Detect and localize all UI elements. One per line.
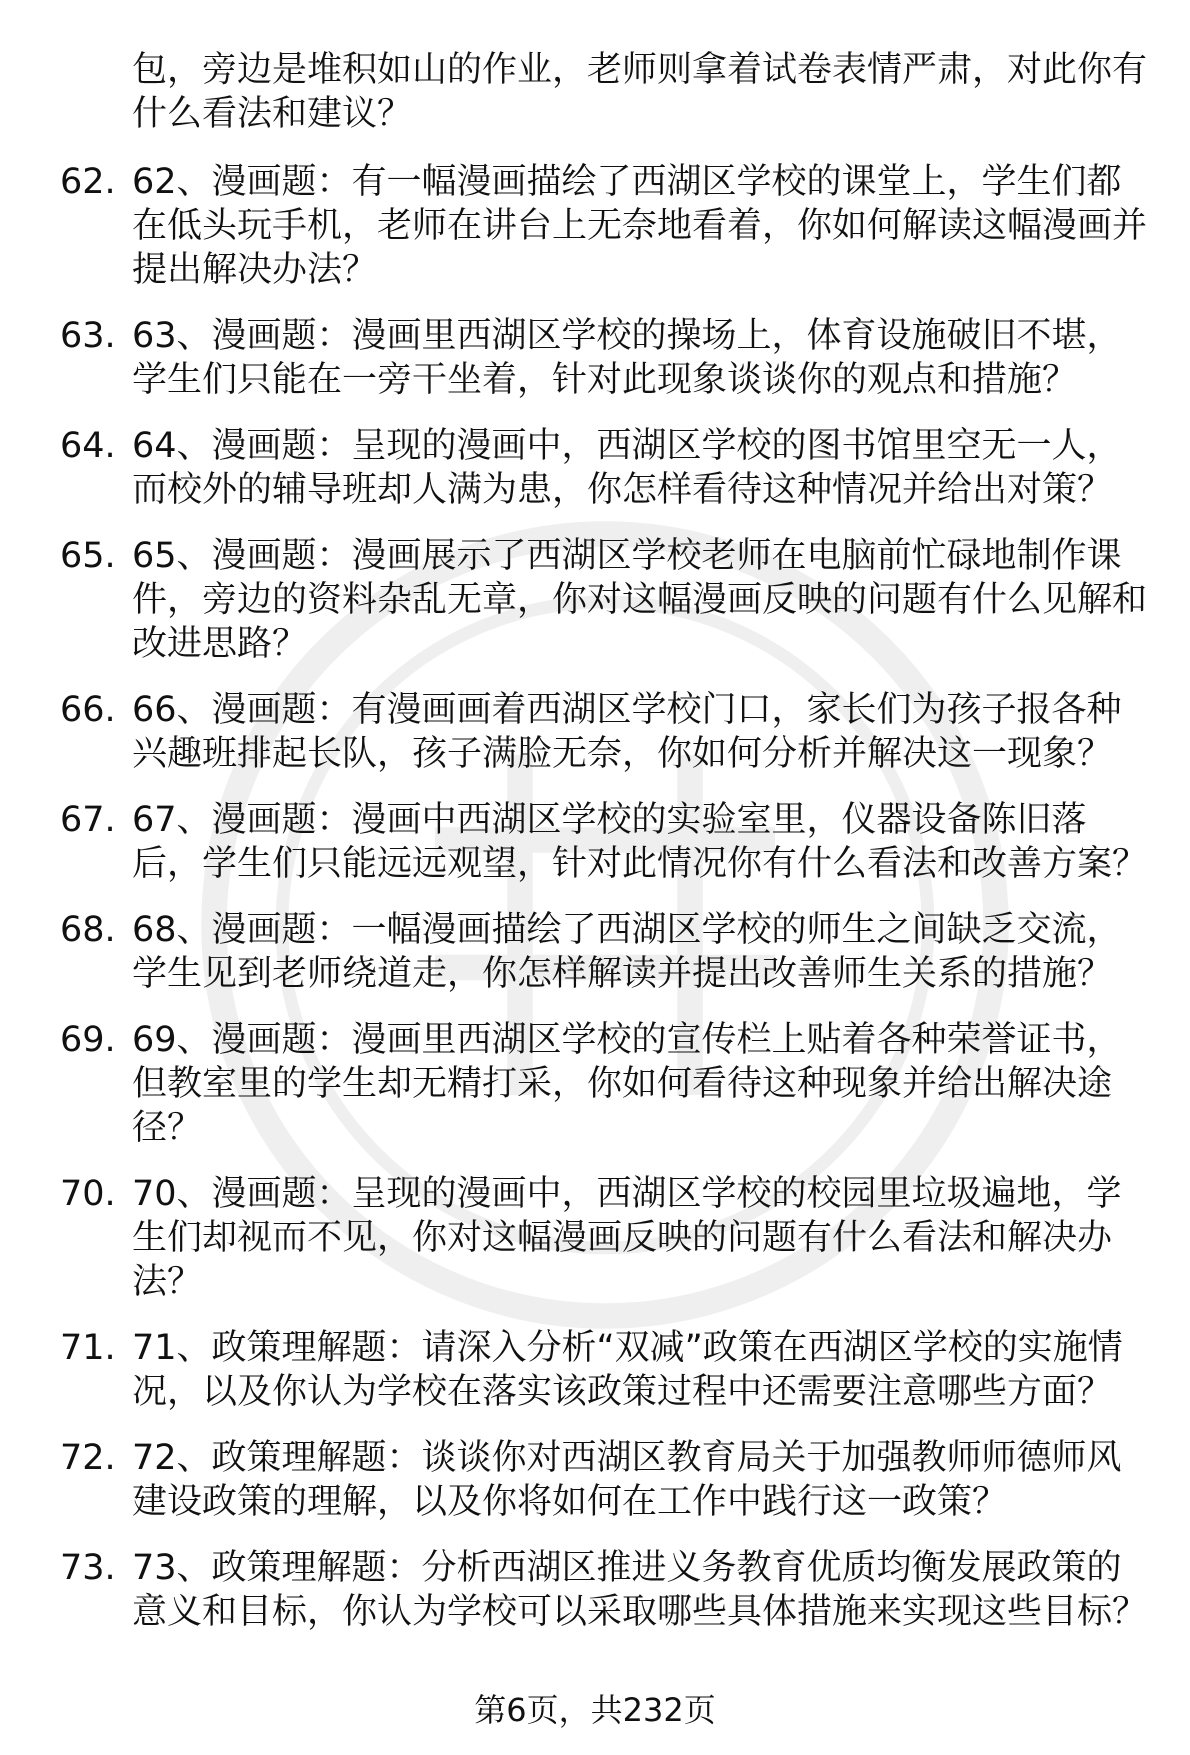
question-text: 73、政策理解题：分析西湖区推进义务教育优质均衡发展政策的意义和目标，你认为学校可以采取哪些具体措施来实现这些目标？ (132, 1548, 1148, 1632)
question-item (0, 688, 1190, 776)
question-item (0, 798, 1190, 886)
question-number: 73. (60, 1548, 116, 1588)
question-number: 65. (60, 536, 116, 576)
question-text: 70、漫画题：呈现的漫画中，西湖区学校的校园里垃圾遍地，学生们却视而不见，你对这幅漫画反映的问题有什么看法和解决办法？ (132, 1174, 1122, 1302)
question-text: 71、政策理解题：请深入分析“双减”政策在西湖区学校的实施情况，以及你认为学校在落实该政策过程中还需要注意哪些方面？ (132, 1328, 1123, 1412)
question-item (0, 1172, 1190, 1304)
question-item (0, 908, 1190, 996)
question-text: 72、政策理解题：谈谈你对西湖区教育局关于加强教师师德师风建设政策的理解，以及你将如何在工作中践行这一政策？ (132, 1438, 1122, 1522)
question-text: 63、漫画题：漫画里西湖区学校的操场上，体育设施破旧不堪，学生们只能在一旁干坐着，针对此现象谈谈你的观点和措施？ (132, 316, 1122, 400)
question-text: 65、漫画题：漫画展示了西湖区学校老师在电脑前忙碌地制作课件，旁边的资料杂乱无章，你对这幅漫画反映的问题有什么见解和改进思路？ (132, 536, 1148, 664)
question-number: 72. (60, 1438, 116, 1478)
question-text: 68、漫画题：一幅漫画描绘了西湖区学校的师生之间缺乏交流，学生见到老师绕道走，你怎样解读并提出改善师生关系的措施？ (132, 910, 1122, 994)
question-number: 67. (60, 800, 116, 840)
question-item (0, 1436, 1190, 1524)
question-text: 64、漫画题：呈现的漫画中，西湖区学校的图书馆里空无一人，而校外的辅导班却人满为患，你怎样看待这种情况并给出对策？ (132, 426, 1122, 510)
page-footer: 第6页，共232页 (474, 1691, 716, 1729)
question-item (0, 424, 1190, 512)
question-number: 69. (60, 1020, 116, 1060)
question-number: 63. (60, 316, 116, 356)
question-item (0, 1546, 1190, 1634)
question-number: 64. (60, 426, 116, 466)
question-number: 62. (60, 162, 116, 202)
question-number: 66. (60, 690, 116, 730)
question-list (0, 160, 1190, 1656)
question-text: 67、漫画题：漫画中西湖区学校的实验室里，仪器设备陈旧落后，学生们只能远远观望，针对此情况你有什么看法和改善方案？ (132, 800, 1148, 884)
question-text: 69、漫画题：漫画里西湖区学校的宣传栏上贴着各种荣誉证书，但教室里的学生却无精打采，你如何看待这种现象并给出解决途径？ (132, 1020, 1122, 1148)
question-item (0, 1018, 1190, 1150)
continued-paragraph: 包，旁边是堆积如山的作业，老师则拿着试卷表情严肃，对此你有什么看法和建议？ (132, 50, 1148, 134)
question-item (0, 1326, 1190, 1414)
question-number: 70. (60, 1174, 116, 1214)
question-text: 62、漫画题：有一幅漫画描绘了西湖区学校的课堂上，学生们都在低头玩手机，老师在讲台上无奈地看着，你如何解读这幅漫画并提出解决办法？ (132, 162, 1148, 290)
question-number: 68. (60, 910, 116, 950)
question-item (0, 314, 1190, 402)
question-item (0, 160, 1190, 292)
question-text: 66、漫画题：有漫画画着西湖区学校门口，家长们为孩子报各种兴趣班排起长队，孩子满脸无奈，你如何分析并解决这一现象？ (132, 690, 1122, 774)
question-number: 71. (60, 1328, 116, 1368)
question-item (0, 534, 1190, 666)
